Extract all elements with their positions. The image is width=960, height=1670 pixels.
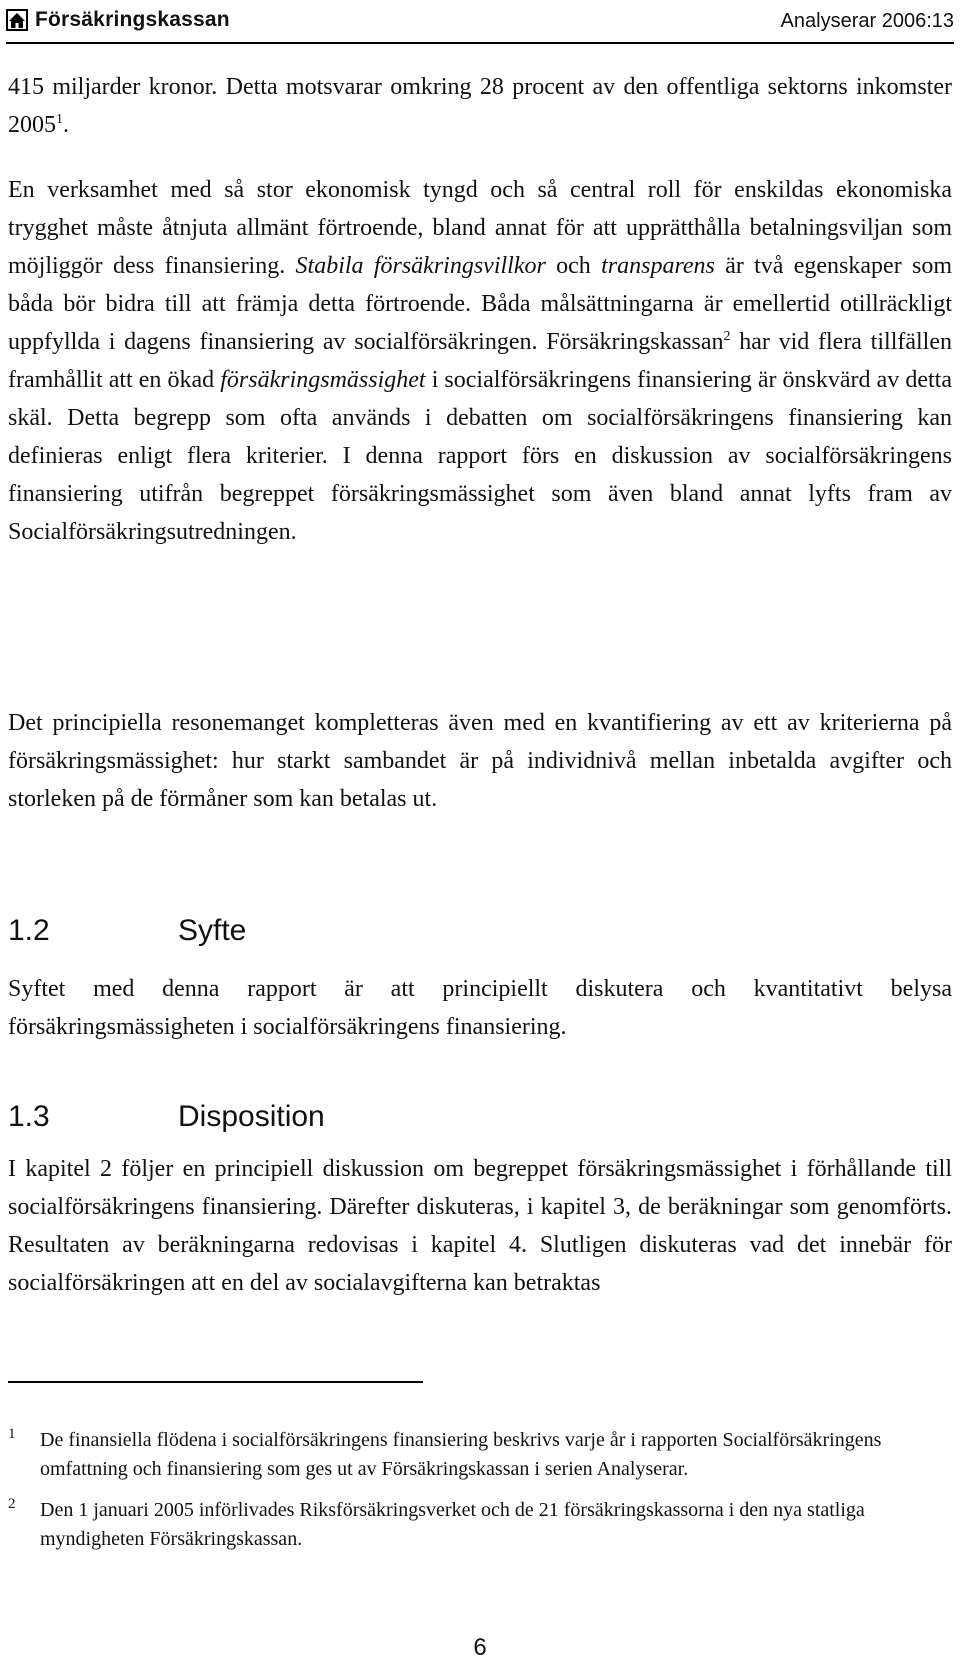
section-number: 1.3 [8, 1100, 50, 1133]
brand-name: Försäkringskassan [35, 8, 230, 31]
section-number: 1.2 [8, 914, 50, 947]
section-heading-syfte [8, 914, 246, 948]
emphasis-stable-terms: Stabila försäkringsvillkor [295, 253, 546, 279]
page-header [6, 6, 954, 44]
intro-paragraph: 415 miljarder kronor. Detta motsvarar omkring 28 procent av den offentliga sektorns inkomster 2005$^1$. [8, 74, 952, 138]
section-title: Disposition [178, 1100, 325, 1133]
footnote-separator [8, 1381, 423, 1383]
paragraph-syfte: Syftet med denna rapport är att principiellt diskutera och kvantitativt belysa försäkringsmässigheten i socialförsäkringens finansiering. [8, 976, 952, 1040]
footnote-text: Den 1 januari 2005 införlivades Riksförsäkringsverket och de 21 försäkringskassorna i den nya statliga myndigheten Försäkringskassan. [40, 1499, 865, 1550]
page-number: 6 [473, 1634, 487, 1661]
footnote-ref-2[interactable]: 2 [723, 329, 731, 344]
section-heading-disposition [8, 1100, 325, 1134]
emphasis-insurance-likeness: försäkringsmässighet [220, 367, 426, 393]
paragraph-quantification: Det principiella resonemanget kompletteras även med en kvantifiering av ett av kriterierna på försäkringsmässighet: hur starkt sambandet är på individnivå mellan inbetalda avgifter och storleken på de förmåner som kan betalas ut. [8, 710, 952, 812]
footnote-number: 2 [8, 1496, 16, 1512]
paragraph-disposition: I kapitel 2 följer en principiell diskussion om begreppet försäkringsmässighet i förhållande till socialförsäkringens finansiering. Därefter diskuteras, i kapitel 3, de beräkningar som genomförts. Resultaten av beräkningarna redovisas i kapitel 4. Slutligen diskuteras vad det innebär för socialförsäkringen att en del av socialavgifterna kan betraktas [8, 1156, 952, 1296]
house-logo-icon [6, 9, 28, 31]
brand-logo [6, 8, 230, 32]
footnotes [8, 1426, 908, 1566]
footnote-number: 1 [8, 1426, 16, 1442]
paragraph-trust: En verksamhet med så stor ekonomisk tyngd och så central roll för enskildas ekonomiska trygghet måste åtnjuta allmänt förtroende, bland annat för att upprätthålla betalningsviljan som möjliggör dess finansiering. Stabila försäkringsvillkor och transparens är två egenskaper som båda bör bidra till att främja detta förtroende. Båda målsättningarna är emellertid otillräckligt uppfyllda i dagens finansiering av socialförsäkringen. Försäkringskassan$^2$ har vid flera tillfällen framhållit att en ökad försäkringsmässighet i socialförsäkringens finansiering är önskvärd av detta skäl. Detta begrepp som ofta används i debatten om socialförsäkringens finansiering kan definieras enligt flera kriterier. I denna rapport förs en diskussion av socialförsäkringens finansiering utifrån begreppet försäkringsmässighet som även bland annat lyfts fram av Socialförsäkringsutredningen. [8, 177, 952, 545]
series-label: Analyserar 2006:13 [780, 10, 954, 32]
footnote-ref-1[interactable]: 1 [56, 112, 63, 127]
section-title: Syfte [178, 914, 247, 947]
footnote-1 [8, 1426, 908, 1484]
footnote-2 [8, 1496, 908, 1554]
footnote-text: De finansiella flödena i socialförsäkringens finansiering beskrivs varje år i rapporten Socialförsäkringens omfattning och finansiering som ges ut av Försäkringskassan i serien Analyserar. [40, 1429, 882, 1480]
emphasis-transparency: transparens [601, 253, 715, 279]
